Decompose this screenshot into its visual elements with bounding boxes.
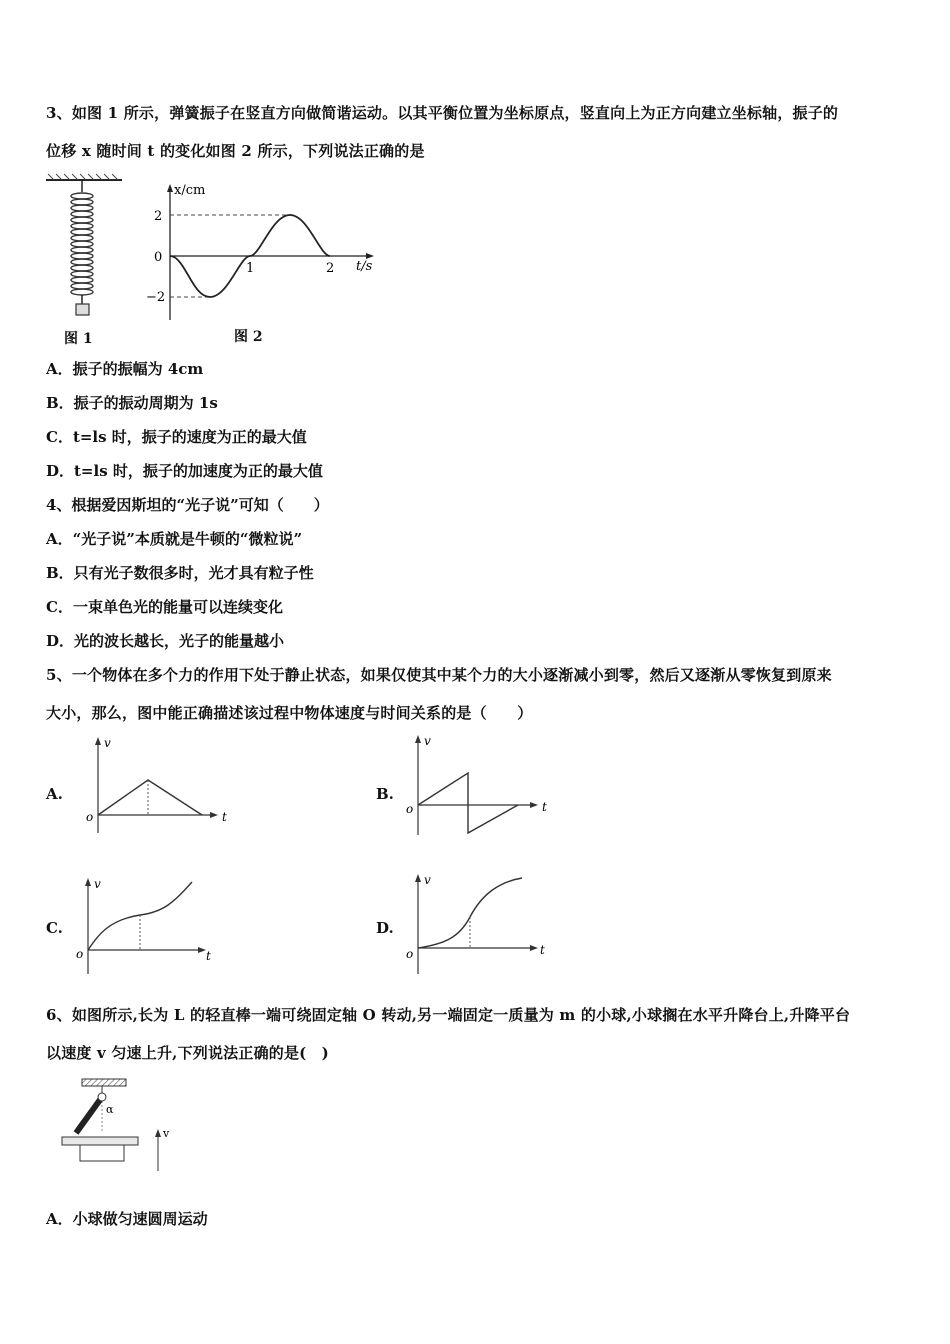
- q3-option-d: D．t=ls 时，振子的加速度为正的最大值: [46, 462, 323, 480]
- q3-option-a: A．振子的振幅为 4cm: [46, 360, 204, 378]
- fig2-tick-y-pos: 2: [154, 209, 163, 224]
- q5-b-origin: o: [406, 802, 414, 816]
- q4-option-b: B．只有光子数很多时，光才具有粒子性: [46, 564, 314, 582]
- q5-graph-d: [404, 872, 554, 977]
- q4-option-a: A．“光子说”本质就是牛顿的“微粒说”: [46, 530, 303, 548]
- q4-option-c: C．一束单色光的能量可以连续变化: [46, 598, 283, 616]
- q5-graph-a-label: A.: [46, 785, 63, 803]
- q5-graph-a: [84, 735, 234, 835]
- q3-option-c: C．t=ls 时，振子的速度为正的最大值: [46, 428, 307, 446]
- q3-option-b: B．振子的振动周期为 1s: [46, 394, 218, 412]
- q5-c-origin: o: [76, 947, 84, 961]
- q5-stem-line1: 5、一个物体在多个力的作用下处于静止状态，如果仅使其中某个力的大小逐渐减小到零，然后又逐渐从零恢复到原来: [46, 666, 832, 684]
- q5-c-v-label: v: [94, 877, 101, 891]
- q3-stem-line1: 3、如图 1 所示，弹簧振子在竖直方向做简谐运动。以其平衡位置为坐标原点，竖直向上为正方向建立坐标轴，振子的: [46, 104, 839, 122]
- q5-c-t-label: t: [206, 949, 211, 963]
- q6-v-label: v: [163, 1127, 170, 1140]
- fig2-tick-y-zero: 0: [154, 250, 163, 265]
- q5-graph-d-label: D.: [376, 919, 394, 937]
- q5-d-v-label: v: [424, 873, 431, 887]
- q5-graph-c-label: C.: [46, 919, 63, 937]
- fig2-tick-y-neg: −2: [146, 290, 166, 305]
- displacement-time-graph: [140, 180, 385, 330]
- q5-b-t-label: t: [542, 800, 547, 814]
- q4-stem: 4、根据爱因斯坦的“光子说”可知（ ）: [46, 496, 329, 514]
- fig2-tick-x2: 2: [326, 261, 335, 276]
- q6-stem-line1: 6、如图所示,长为 L 的轻直棒一端可绕固定轴 O 转动,另一端固定一质量为 m 的小球,小球搁在水平升降台上,升降平台: [46, 1006, 851, 1024]
- q6-stem-line2: 以速度 v 匀速上升,下列说法正确的是( ): [46, 1044, 329, 1062]
- q4-option-d: D．光的波长越长，光子的能量越小: [46, 632, 285, 650]
- q5-graph-b: [404, 733, 554, 838]
- q5-a-origin: o: [86, 810, 94, 824]
- q5-stem-line2: 大小，那么，图中能正确描述该过程中物体速度与时间关系的是（ ）: [46, 704, 533, 722]
- q3-stem-line2: 位移 x 随时间 t 的变化如图 2 所示，下列说法正确的是: [46, 142, 425, 160]
- fig2-y-axis-label: x/cm: [174, 183, 206, 198]
- q6-option-a: A．小球做匀速圆周运动: [46, 1210, 208, 1228]
- q5-graph-c: [74, 872, 224, 977]
- fig2-x-axis-label: t/s: [356, 259, 373, 274]
- q5-a-t-label: t: [222, 810, 227, 824]
- q5-d-origin: o: [406, 947, 414, 961]
- fig2-tick-x1: 1: [246, 261, 255, 276]
- q5-a-v-label: v: [104, 736, 111, 750]
- q5-d-t-label: t: [540, 943, 545, 957]
- q6-angle-label: α: [106, 1103, 114, 1116]
- q5-graph-b-label: B.: [376, 785, 394, 803]
- fig1-caption: 图 1: [64, 331, 93, 347]
- q5-b-v-label: v: [424, 734, 431, 748]
- fig2-caption: 图 2: [234, 329, 263, 345]
- rod-on-platform-figure: [56, 1075, 186, 1175]
- spring-oscillator-figure: [44, 172, 134, 347]
